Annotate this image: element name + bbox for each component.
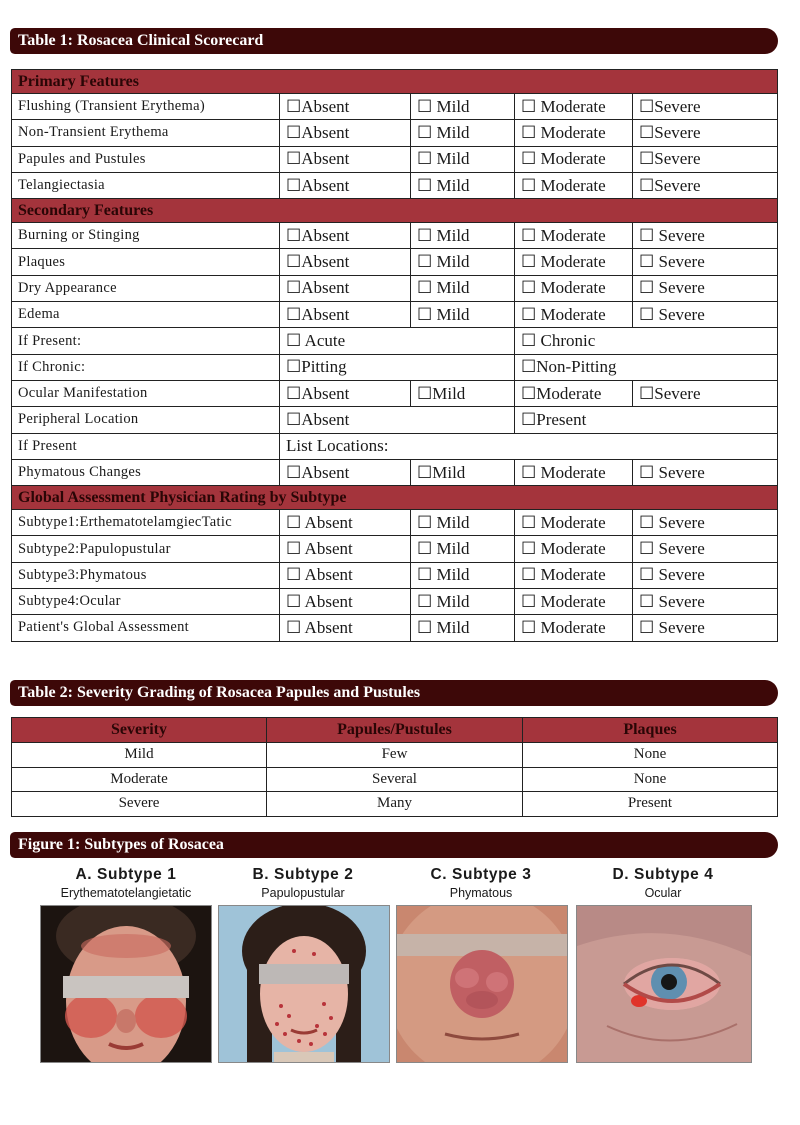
panel-title: B. Subtype 2 (252, 866, 354, 883)
table2-cell: Present (523, 792, 778, 817)
checkbox-option[interactable]: ☐ Moderate (515, 536, 633, 562)
row-label: Subtype3:Phymatous (12, 562, 280, 588)
section-header-row (12, 70, 778, 94)
checkbox-option[interactable]: ☐ Severe (633, 510, 778, 536)
checkbox-option[interactable]: ☐ Moderate (515, 146, 633, 172)
table2-row (12, 792, 778, 817)
checkbox-option[interactable]: ☐ Moderate (515, 94, 633, 120)
checkbox-option[interactable]: ☐ Moderate (515, 223, 633, 249)
checkbox-option[interactable]: ☐ Severe (633, 302, 778, 328)
checkbox-option[interactable]: ☐ Severe (633, 275, 778, 301)
section-header: Global Assessment Physician Rating by Subtype (12, 486, 778, 510)
section-header: Secondary Features (12, 199, 778, 223)
scorecard-row (12, 510, 778, 536)
checkbox-option[interactable]: ☐ Moderate (515, 249, 633, 275)
panel-subtitle: Erythematotelangietatic (60, 886, 192, 900)
table2-cell: None (523, 743, 778, 768)
checkbox-option[interactable]: ☐ Mild (411, 275, 515, 301)
row-label: If Chronic: (12, 354, 280, 380)
table2-header: Severity (12, 718, 267, 743)
row-label: Plaques (12, 249, 280, 275)
checkbox-option[interactable]: ☐Non-Pitting (515, 354, 778, 380)
checkbox-option[interactable]: ☐ Absent (280, 536, 411, 562)
table2-cell: Moderate (12, 767, 267, 792)
checkbox-option[interactable]: ☐ Mild (411, 146, 515, 172)
scorecard-row (12, 562, 778, 588)
scorecard-row (12, 407, 778, 433)
section-header: Primary Features (12, 70, 778, 94)
checkbox-option[interactable]: ☐ Absent (280, 589, 411, 615)
checkbox-option[interactable]: ☐ Absent (280, 562, 411, 588)
section-header-row (12, 199, 778, 223)
panel-subtitle: Phymatous (449, 886, 513, 900)
checkbox-option[interactable]: ☐Pitting (280, 354, 515, 380)
scorecard-row (12, 94, 778, 120)
checkbox-option[interactable]: ☐Mild (411, 459, 515, 485)
figure-panel-c (396, 866, 566, 904)
figure1-title: Figure 1: Subtypes of Rosacea (18, 836, 224, 853)
scorecard-row (12, 380, 778, 406)
row-label: Subtype1:ErthematotelamgiecTatic (12, 510, 280, 536)
checkbox-option[interactable]: ☐ Mild (411, 510, 515, 536)
scorecard-row (12, 433, 778, 459)
row-label: Ocular Manifestation (12, 380, 280, 406)
scorecard-row (12, 223, 778, 249)
scorecard-row (12, 120, 778, 146)
subtype3-face-photo (396, 905, 568, 1063)
scorecard-row (12, 459, 778, 485)
table2-row (12, 743, 778, 768)
checkbox-option[interactable]: ☐Absent (280, 146, 411, 172)
checkbox-option[interactable]: ☐ Acute (280, 328, 515, 354)
subtype4-eye-photo (576, 905, 752, 1063)
table2-cell: Several (267, 767, 523, 792)
checkbox-option[interactable]: ☐ Severe (633, 589, 778, 615)
scorecard-row (12, 354, 778, 380)
checkbox-option[interactable]: ☐Mild (411, 380, 515, 406)
panel-title: A. Subtype 1 (75, 866, 177, 883)
row-label: Non-Transient Erythema (12, 120, 280, 146)
scorecard-row (12, 328, 778, 354)
checkbox-option[interactable]: ☐Severe (633, 146, 778, 172)
checkbox-option[interactable]: ☐ Severe (633, 562, 778, 588)
scorecard-row (12, 249, 778, 275)
checkbox-option[interactable]: ☐ Moderate (515, 459, 633, 485)
scorecard-row (12, 275, 778, 301)
panel-subtitle: Ocular (644, 886, 682, 900)
figure-panel-a (40, 866, 212, 904)
checkbox-option[interactable]: ☐ Absent (280, 615, 411, 641)
scorecard-row (12, 615, 778, 641)
table2-cell: Severe (12, 792, 267, 817)
checkbox-option[interactable]: ☐Absent (280, 249, 411, 275)
checkbox-option[interactable]: ☐ Moderate (515, 510, 633, 536)
section-header-row (12, 486, 778, 510)
checkbox-option[interactable]: ☐ Moderate (515, 562, 633, 588)
checkbox-option[interactable]: ☐ Moderate (515, 275, 633, 301)
table2-title-bar (10, 680, 778, 706)
checkbox-option[interactable]: ☐ Moderate (515, 589, 633, 615)
scorecard-row (12, 146, 778, 172)
checkbox-option[interactable]: ☐ Mild (411, 94, 515, 120)
row-label: Flushing (Transient Erythema) (12, 94, 280, 120)
scorecard-row (12, 172, 778, 198)
row-label: Burning or Stinging (12, 223, 280, 249)
checkbox-option[interactable]: ☐Absent (280, 275, 411, 301)
checkbox-option[interactable]: ☐ Moderate (515, 302, 633, 328)
checkbox-option[interactable]: ☐ Mild (411, 615, 515, 641)
checkbox-option[interactable]: ☐Absent (280, 94, 411, 120)
checkbox-option[interactable]: ☐ Moderate (515, 615, 633, 641)
checkbox-option[interactable]: ☐Absent (280, 407, 515, 433)
table2-cell: None (523, 767, 778, 792)
row-label: Subtype2:Papulopustular (12, 536, 280, 562)
row-label: Subtype4:Ocular (12, 589, 280, 615)
figure-panel-b (218, 866, 388, 904)
checkbox-option[interactable]: ☐ Mild (411, 562, 515, 588)
checkbox-option[interactable]: ☐Absent (280, 302, 411, 328)
checkbox-option[interactable]: ☐Severe (633, 94, 778, 120)
table2-header-row (12, 718, 778, 743)
severity-grading-table (11, 717, 778, 817)
row-label: If Present (12, 433, 280, 459)
table2-header: Papules/Pustules (267, 718, 523, 743)
subtype2-face-photo (218, 905, 390, 1063)
row-label: Patient's Global Assessment (12, 615, 280, 641)
scorecard-row (12, 302, 778, 328)
panel-subtitle: Papulopustular (261, 886, 345, 900)
list-locations-field[interactable]: List Locations: (280, 433, 778, 459)
figure1-title-bar (10, 832, 778, 858)
subtype1-face-photo (40, 905, 212, 1063)
checkbox-option[interactable]: ☐ Mild (411, 223, 515, 249)
checkbox-option[interactable]: ☐Absent (280, 120, 411, 146)
checkbox-option[interactable]: ☐ Mild (411, 302, 515, 328)
checkbox-option[interactable]: ☐ Mild (411, 249, 515, 275)
checkbox-option[interactable]: ☐ Mild (411, 589, 515, 615)
checkbox-option[interactable]: ☐Absent (280, 223, 411, 249)
checkbox-option[interactable]: ☐ Absent (280, 510, 411, 536)
checkbox-option[interactable]: ☐ Mild (411, 536, 515, 562)
checkbox-option[interactable]: ☐ Severe (633, 223, 778, 249)
row-label: Papules and Pustules (12, 146, 280, 172)
row-label: Phymatous Changes (12, 459, 280, 485)
row-label: Peripheral Location (12, 407, 280, 433)
table2-cell: Mild (12, 743, 267, 768)
row-label: If Present: (12, 328, 280, 354)
checkbox-option[interactable]: ☐ Moderate (515, 172, 633, 198)
table1-title-bar (10, 28, 778, 54)
scorecard-row (12, 589, 778, 615)
figure-panel-d (576, 866, 750, 904)
table2-cell: Many (267, 792, 523, 817)
table2-title: Table 2: Severity Grading of Rosacea Papules and Pustules (18, 684, 421, 701)
checkbox-option[interactable]: ☐Moderate (515, 380, 633, 406)
row-label: Dry Appearance (12, 275, 280, 301)
scorecard-row (12, 536, 778, 562)
checkbox-option[interactable]: ☐Absent (280, 459, 411, 485)
checkbox-option[interactable]: ☐ Severe (633, 459, 778, 485)
checkbox-option[interactable]: ☐ Mild (411, 172, 515, 198)
checkbox-option[interactable]: ☐Absent (280, 172, 411, 198)
checkbox-option[interactable]: ☐ Moderate (515, 120, 633, 146)
checkbox-option[interactable]: ☐Severe (633, 380, 778, 406)
table2-row (12, 767, 778, 792)
panel-title: D. Subtype 4 (612, 866, 714, 883)
table2-cell: Few (267, 743, 523, 768)
checkbox-option[interactable]: ☐Severe (633, 172, 778, 198)
checkbox-option[interactable]: ☐ Severe (633, 536, 778, 562)
checkbox-option[interactable]: ☐ Severe (633, 249, 778, 275)
row-label: Edema (12, 302, 280, 328)
row-label: Telangiectasia (12, 172, 280, 198)
checkbox-option[interactable]: ☐Absent (280, 380, 411, 406)
checkbox-option[interactable]: ☐ Chronic (515, 328, 778, 354)
panel-title: C. Subtype 3 (430, 866, 532, 883)
checkbox-option[interactable]: ☐Severe (633, 120, 778, 146)
checkbox-option[interactable]: ☐ Mild (411, 120, 515, 146)
table1-title: Table 1: Rosacea Clinical Scorecard (18, 32, 264, 49)
rosacea-scorecard-table (11, 69, 778, 642)
table2-header: Plaques (523, 718, 778, 743)
checkbox-option[interactable]: ☐Present (515, 407, 778, 433)
checkbox-option[interactable]: ☐ Severe (633, 615, 778, 641)
